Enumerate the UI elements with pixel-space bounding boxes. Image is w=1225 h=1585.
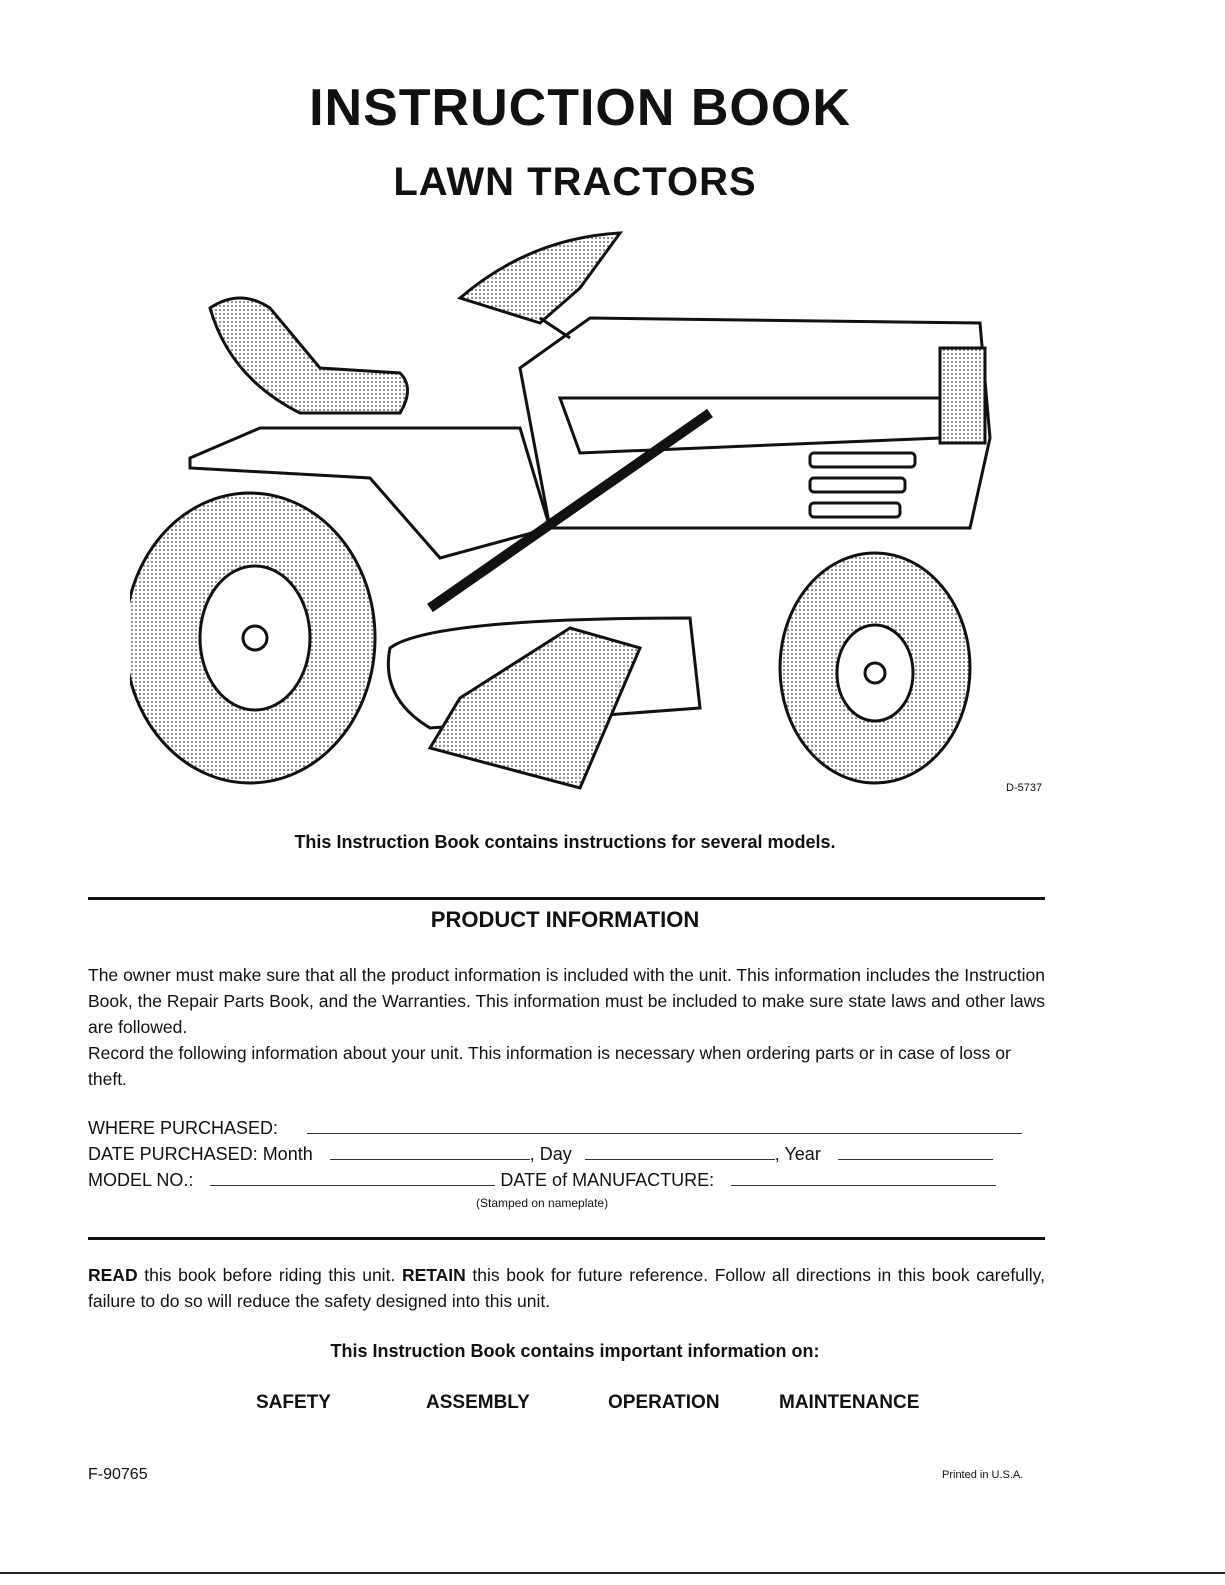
topic-safety: SAFETY (256, 1392, 331, 1413)
divider (88, 897, 1045, 900)
form-number: F-90765 (88, 1466, 148, 1483)
model-row (88, 1170, 996, 1191)
lawn-tractor-illustration (130, 228, 1010, 798)
product-info-paragraph: The owner must make sure that all the product information is included with the unit. This information includes the Instruction Book, the Repair Parts Book, and the Warranties. This information must be included to make sure state laws and other laws are followed. (88, 965, 1045, 1037)
where-purchased-row (88, 1118, 1022, 1139)
date-of-manufacture-field[interactable] (731, 1184, 996, 1186)
day-field[interactable] (585, 1158, 775, 1160)
scan-edge-line (0, 1572, 1225, 1574)
contents-intro: This Instruction Book contains important information on: (330, 1341, 820, 1361)
topic-operation: OPERATION (608, 1392, 720, 1413)
year-field[interactable] (838, 1158, 993, 1160)
date-purchased-label: DATE PURCHASED: Month (88, 1144, 313, 1164)
where-purchased-field[interactable] (307, 1132, 1022, 1134)
month-field[interactable] (330, 1158, 530, 1160)
document-title: INSTRUCTION BOOK (309, 79, 851, 137)
topic-maintenance: MAINTENANCE (779, 1392, 920, 1413)
read-notice (88, 1262, 1045, 1314)
drawing-number: D-5737 (1006, 782, 1043, 794)
day-label: , Day (529, 1144, 572, 1164)
caption: This Instruction Book contains instructions for several models. (294, 832, 836, 852)
read-notice-text: this book before riding this unit. (137, 1265, 402, 1285)
read-emphasis: READ (88, 1265, 138, 1285)
date-purchased-row (88, 1144, 993, 1165)
topic-assembly: ASSEMBLY (426, 1392, 530, 1413)
document-subtitle: LAWN TRACTORS (393, 160, 757, 204)
printed-in: Printed in U.S.A. (942, 1469, 1024, 1481)
section-heading: PRODUCT INFORMATION (430, 907, 700, 932)
retain-emphasis: RETAIN (401, 1265, 466, 1285)
stamped-note: (Stamped on nameplate) (476, 1196, 609, 1210)
where-purchased-label: WHERE PURCHASED: (88, 1118, 279, 1138)
model-no-label: MODEL NO.: (88, 1170, 194, 1190)
read-notice-text: this book for future reference. Follow all directions in this book carefully, failure to do so will reduce the safety designed into this unit. (88, 1265, 1046, 1311)
year-label: , Year (774, 1144, 821, 1164)
date-of-manufacture-label: DATE of MANUFACTURE: (500, 1170, 715, 1190)
divider (88, 1237, 1045, 1240)
record-info-paragraph: Record the following information about your unit. This information is necessary when ordering parts or in case of loss or theft. (88, 1043, 1011, 1089)
model-no-field[interactable] (210, 1184, 495, 1186)
